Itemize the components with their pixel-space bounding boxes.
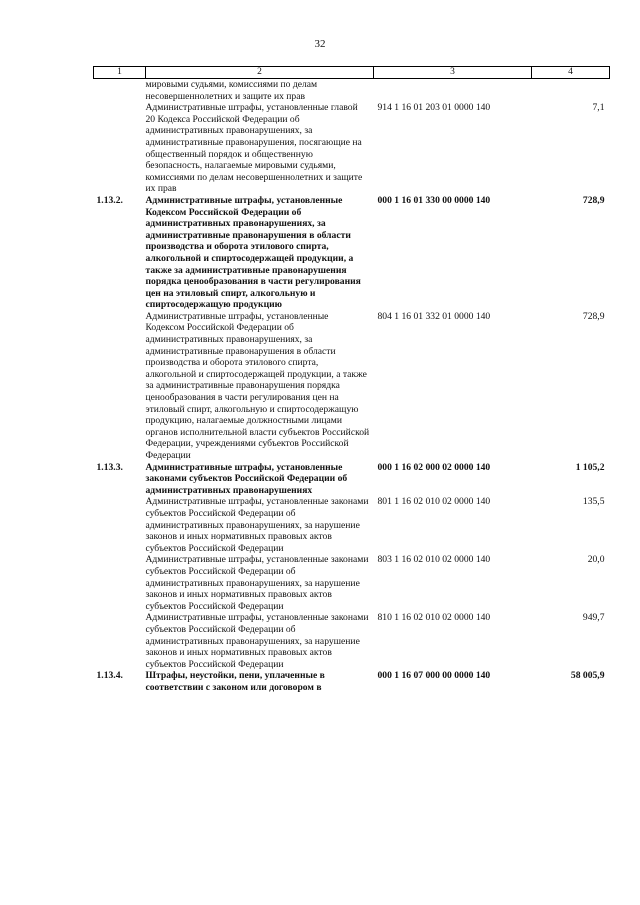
row-value: 7,1 [592, 102, 605, 114]
row-name: Административные штрафы, установленные законами субъектов Российской Федерации об административных правонарушениях, за нарушение законов и иных нормативных правовых актов субъектов Российской Федерации [145, 496, 369, 554]
table-row [94, 195, 610, 311]
row-value: 728,9 [582, 310, 605, 322]
table-row [94, 311, 610, 462]
header-col-1: 1 [94, 67, 146, 79]
row-code: 801 1 16 02 010 02 0000 140 [377, 496, 491, 508]
row-number [94, 496, 146, 554]
row-name: Административные штрафы, установленные главой 20 Кодекса Российской Федерации об административных правонарушениях, за административные правонарушения, посягающие на общественный порядок и общественную безопасность, налагаемые мировыми судьями, комиссиями по делам несовершеннолетних и защите их прав [145, 102, 363, 195]
row-number [94, 612, 146, 670]
row-number: 1.13.2. [96, 194, 123, 206]
table-row [94, 102, 610, 195]
row-code: 914 1 16 01 203 01 0000 140 [377, 102, 491, 114]
table-row [94, 462, 610, 497]
row-name: Административные штрафы, установленные законами субъектов Российской Федерации об административных правонарушениях [145, 461, 348, 496]
row-code: 804 1 16 01 332 01 0000 140 [377, 310, 491, 322]
row-name: мировыми судьями, комиссиями по делам несовершеннолетних и защите их прав [145, 79, 318, 102]
row-name: Административные штрафы, установленные законами субъектов Российской Федерации об административных правонарушениях, за нарушение законов и иных нормативных правовых актов субъектов Российской Федерации [145, 612, 369, 670]
row-number [94, 79, 146, 103]
row-code [374, 79, 532, 103]
row-code: 000 1 16 01 330 00 0000 140 [377, 194, 491, 206]
row-name: Штрафы, неустойки, пени, уплаченные в соответствии с законом или договором в [145, 670, 325, 693]
row-value: 58 005,9 [570, 670, 605, 682]
table-header-row [94, 67, 610, 79]
table-row [94, 612, 610, 670]
row-name: Административные штрафы, установленные Кодексом Российской Федерации об административных правонарушениях, за административные правонарушения в области производства и оборота этилового спирта, алкогольной и спиртосодержащей продукции, а также за административные правонарушения порядка ценообразования в части регулирования цен на этиловый спирт, алкогольную и спиртосодержащую продукцию, налагаемые должностными лицами органов исполнительной власти субъектов Российской Федерации, учреждениями субъектов Российской Федерации [145, 310, 370, 461]
table-row [94, 496, 610, 554]
row-value: 949,7 [582, 612, 605, 624]
row-code: 803 1 16 02 010 02 0000 140 [377, 554, 491, 566]
row-name: Административные штрафы, установленные Кодексом Российской Федерации об административных правонарушениях, за административные правонарушения в области производства и оборота этилового спирта, алкогольной и спиртосодержащей продукции, а также за административные правонарушения порядка ценообразования в части регулирования цен на этиловый спирт, алкогольную и спиртосодержащую продукцию [145, 194, 361, 311]
row-code: 810 1 16 02 010 02 0000 140 [377, 612, 491, 624]
row-code: 000 1 16 02 000 02 0000 140 [377, 461, 491, 473]
table-row [94, 670, 610, 693]
row-value: 135,5 [582, 496, 605, 508]
row-value: 1 105,2 [575, 461, 605, 473]
table-body [94, 79, 610, 694]
table-row [94, 79, 610, 103]
row-name: Административные штрафы, установленные законами субъектов Российской Федерации об административных правонарушениях, за нарушение законов и иных нормативных правовых актов субъектов Российской Федерации [145, 554, 369, 612]
row-number: 1.13.4. [96, 670, 123, 682]
row-value: 728,9 [582, 194, 605, 206]
header-col-4: 4 [532, 67, 610, 79]
row-value [532, 79, 610, 103]
row-number [94, 102, 146, 195]
header-col-3: 3 [374, 67, 532, 79]
budget-table [93, 66, 610, 693]
table-row [94, 554, 610, 612]
page-number: 32 [314, 38, 326, 50]
row-number [94, 554, 146, 612]
row-value: 20,0 [587, 554, 605, 566]
row-code: 000 1 16 07 000 00 0000 140 [377, 670, 491, 682]
row-number [94, 311, 146, 462]
row-number: 1.13.3. [96, 461, 123, 473]
header-col-2: 2 [146, 67, 374, 79]
